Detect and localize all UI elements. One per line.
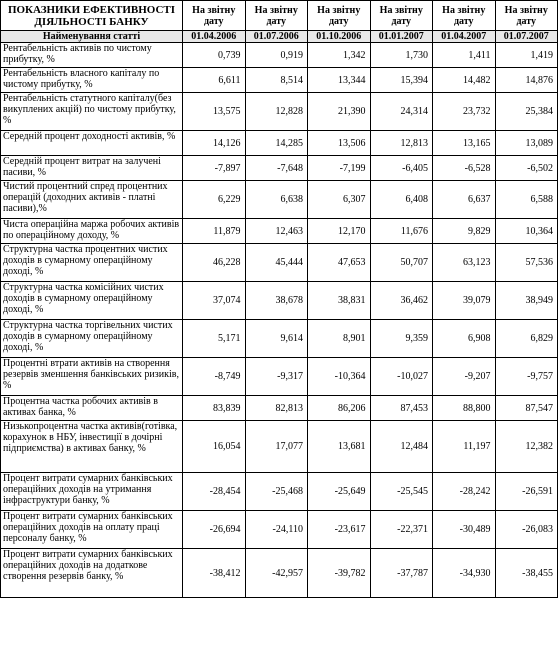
cell-value: 12,382 [495,421,558,473]
row-label: Процент витрати сумарних банківських операційних доходів на оплату праці персоналу банку, % [1,511,183,549]
cell-value: 0,739 [183,43,246,68]
cell-value: 57,536 [495,244,558,282]
row-label: Рентабельність статутного капіталу(без викуплених акцій) по чистому прибутку, % [1,93,183,131]
cell-value: 15,394 [370,68,433,93]
table-row [1,219,558,244]
row-label: Чиста операційна маржа робочих активів по операційному доходу, % [1,219,183,244]
row-label: Процентні втрати активів на створення резервів зменшення банківських ризиків, % [1,358,183,396]
row-label: Структурна частка процентних чистих доходів в сумарному операційному доході, % [1,244,183,282]
cell-value: -22,371 [370,511,433,549]
period-label: На звітну дату [495,1,558,31]
period-label: На звітну дату [245,1,308,31]
cell-value: 6,229 [183,181,246,219]
cell-value: 13,089 [495,131,558,156]
cell-value: 1,342 [308,43,371,68]
cell-value: 6,637 [433,181,496,219]
table-row [1,473,558,511]
row-label: Рентабельність активів по чистому прибутку, % [1,43,183,68]
table-row [1,181,558,219]
table-row [1,421,558,473]
date-header: 01.01.2007 [370,31,433,43]
cell-value: -7,648 [245,156,308,181]
cell-value: 82,813 [245,396,308,421]
cell-value: -25,649 [308,473,371,511]
cell-value: 45,444 [245,244,308,282]
row-label: Чистий процентний спред процентних операцій (доходних активів - платні пасиви),% [1,181,183,219]
cell-value: 88,800 [433,396,496,421]
row-label: Процент витрати сумарних банківських операційних доходів на утримання інфраструктури банку, % [1,473,183,511]
cell-value: 12,463 [245,219,308,244]
cell-value: 13,165 [433,131,496,156]
cell-value: -38,412 [183,549,246,598]
date-header: 01.07.2006 [245,31,308,43]
cell-value: 63,123 [433,244,496,282]
table-row [1,358,558,396]
row-label: Процентна частка робочих активів в активах банка, % [1,396,183,421]
table-row [1,156,558,181]
cell-value: 83,839 [183,396,246,421]
cell-value: -9,317 [245,358,308,396]
cell-value: -26,083 [495,511,558,549]
date-header: 01.04.2007 [433,31,496,43]
period-label: На звітну дату [433,1,496,31]
cell-value: 6,611 [183,68,246,93]
cell-value: 14,126 [183,131,246,156]
cell-value: -6,528 [433,156,496,181]
cell-value: 23,732 [433,93,496,131]
cell-value: -6,502 [495,156,558,181]
table-row [1,549,558,598]
column-header-name: Найменування статті [1,31,183,43]
row-label: Низькопроцентна частка активів(готівка, корахунок в НБУ, інвестиції в дочірні підприємства) в активах банку, % [1,421,183,473]
table-row [1,511,558,549]
cell-value: -38,455 [495,549,558,598]
period-label: На звітну дату [183,1,246,31]
table-row [1,131,558,156]
cell-value: -30,489 [433,511,496,549]
cell-value: 6,638 [245,181,308,219]
table-row [1,43,558,68]
cell-value: 13,344 [308,68,371,93]
cell-value: 46,228 [183,244,246,282]
cell-value: 1,411 [433,43,496,68]
cell-value: -6,405 [370,156,433,181]
cell-value: 1,730 [370,43,433,68]
cell-value: 12,484 [370,421,433,473]
cell-value: -9,207 [433,358,496,396]
cell-value: 16,054 [183,421,246,473]
table-row [1,68,558,93]
date-header: 01.04.2006 [183,31,246,43]
cell-value: 87,453 [370,396,433,421]
row-label: Структурна частка торгівельних чистих доходів в сумарному операційному доході, % [1,320,183,358]
table-title: ПОКАЗНИКИ ЕФЕКТИВНОСТІ ДІЯЛЬНОСТІ БАНКУ [1,1,183,31]
cell-value: -34,930 [433,549,496,598]
cell-value: 9,829 [433,219,496,244]
cell-value: 9,614 [245,320,308,358]
cell-value: 11,676 [370,219,433,244]
cell-value: 8,514 [245,68,308,93]
cell-value: 37,074 [183,282,246,320]
cell-value: 21,390 [308,93,371,131]
table-row [1,282,558,320]
row-label: Процент витрати сумарних банківських операційних доходів на додаткове створення резервів банку, % [1,549,183,598]
table-row [1,320,558,358]
cell-value: 14,876 [495,68,558,93]
cell-value: -26,591 [495,473,558,511]
cell-value: 12,813 [370,131,433,156]
cell-value: -23,617 [308,511,371,549]
cell-value: -8,749 [183,358,246,396]
cell-value: -28,454 [183,473,246,511]
cell-value: 8,901 [308,320,371,358]
cell-value: 50,707 [370,244,433,282]
cell-value: -25,468 [245,473,308,511]
cell-value: 14,482 [433,68,496,93]
cell-value: -42,957 [245,549,308,598]
cell-value: 0,919 [245,43,308,68]
cell-value: -9,757 [495,358,558,396]
cell-value: 6,588 [495,181,558,219]
cell-value: 17,077 [245,421,308,473]
period-label: На звітну дату [370,1,433,31]
cell-value: -39,782 [308,549,371,598]
cell-value: 38,949 [495,282,558,320]
cell-value: 10,364 [495,219,558,244]
cell-value: 13,575 [183,93,246,131]
cell-value: 12,170 [308,219,371,244]
cell-value: -7,199 [308,156,371,181]
cell-value: -10,027 [370,358,433,396]
cell-value: 14,285 [245,131,308,156]
cell-value: -26,694 [183,511,246,549]
cell-value: 86,206 [308,396,371,421]
cell-value: 87,547 [495,396,558,421]
cell-value: 36,462 [370,282,433,320]
period-label: На звітну дату [308,1,371,31]
date-header: 01.10.2006 [308,31,371,43]
cell-value: 1,419 [495,43,558,68]
cell-value: -24,110 [245,511,308,549]
date-header: 01.07.2007 [495,31,558,43]
row-label: Рентабельність власного капіталу по чистому прибутку, % [1,68,183,93]
cell-value: 47,653 [308,244,371,282]
cell-value: 6,408 [370,181,433,219]
cell-value: 39,079 [433,282,496,320]
row-label: Середній процент доходності активів, % [1,131,183,156]
cell-value: 24,314 [370,93,433,131]
cell-value: -7,897 [183,156,246,181]
cell-value: 11,197 [433,421,496,473]
cell-value: 6,307 [308,181,371,219]
cell-value: -10,364 [308,358,371,396]
cell-value: -37,787 [370,549,433,598]
cell-value: 9,359 [370,320,433,358]
cell-value: -25,545 [370,473,433,511]
cell-value: 13,506 [308,131,371,156]
cell-value: 6,908 [433,320,496,358]
table-row [1,244,558,282]
table-row [1,396,558,421]
cell-value: 25,384 [495,93,558,131]
table-row [1,93,558,131]
row-label: Середній процент витрат на залучені пасиви, % [1,156,183,181]
cell-value: 38,678 [245,282,308,320]
cell-value: 13,681 [308,421,371,473]
cell-value: 11,879 [183,219,246,244]
cell-value: 38,831 [308,282,371,320]
row-label: Структурна частка комісійних чистих доходів в сумарному операційному доході, % [1,282,183,320]
cell-value: 12,828 [245,93,308,131]
cell-value: 5,171 [183,320,246,358]
cell-value: -28,242 [433,473,496,511]
cell-value: 6,829 [495,320,558,358]
